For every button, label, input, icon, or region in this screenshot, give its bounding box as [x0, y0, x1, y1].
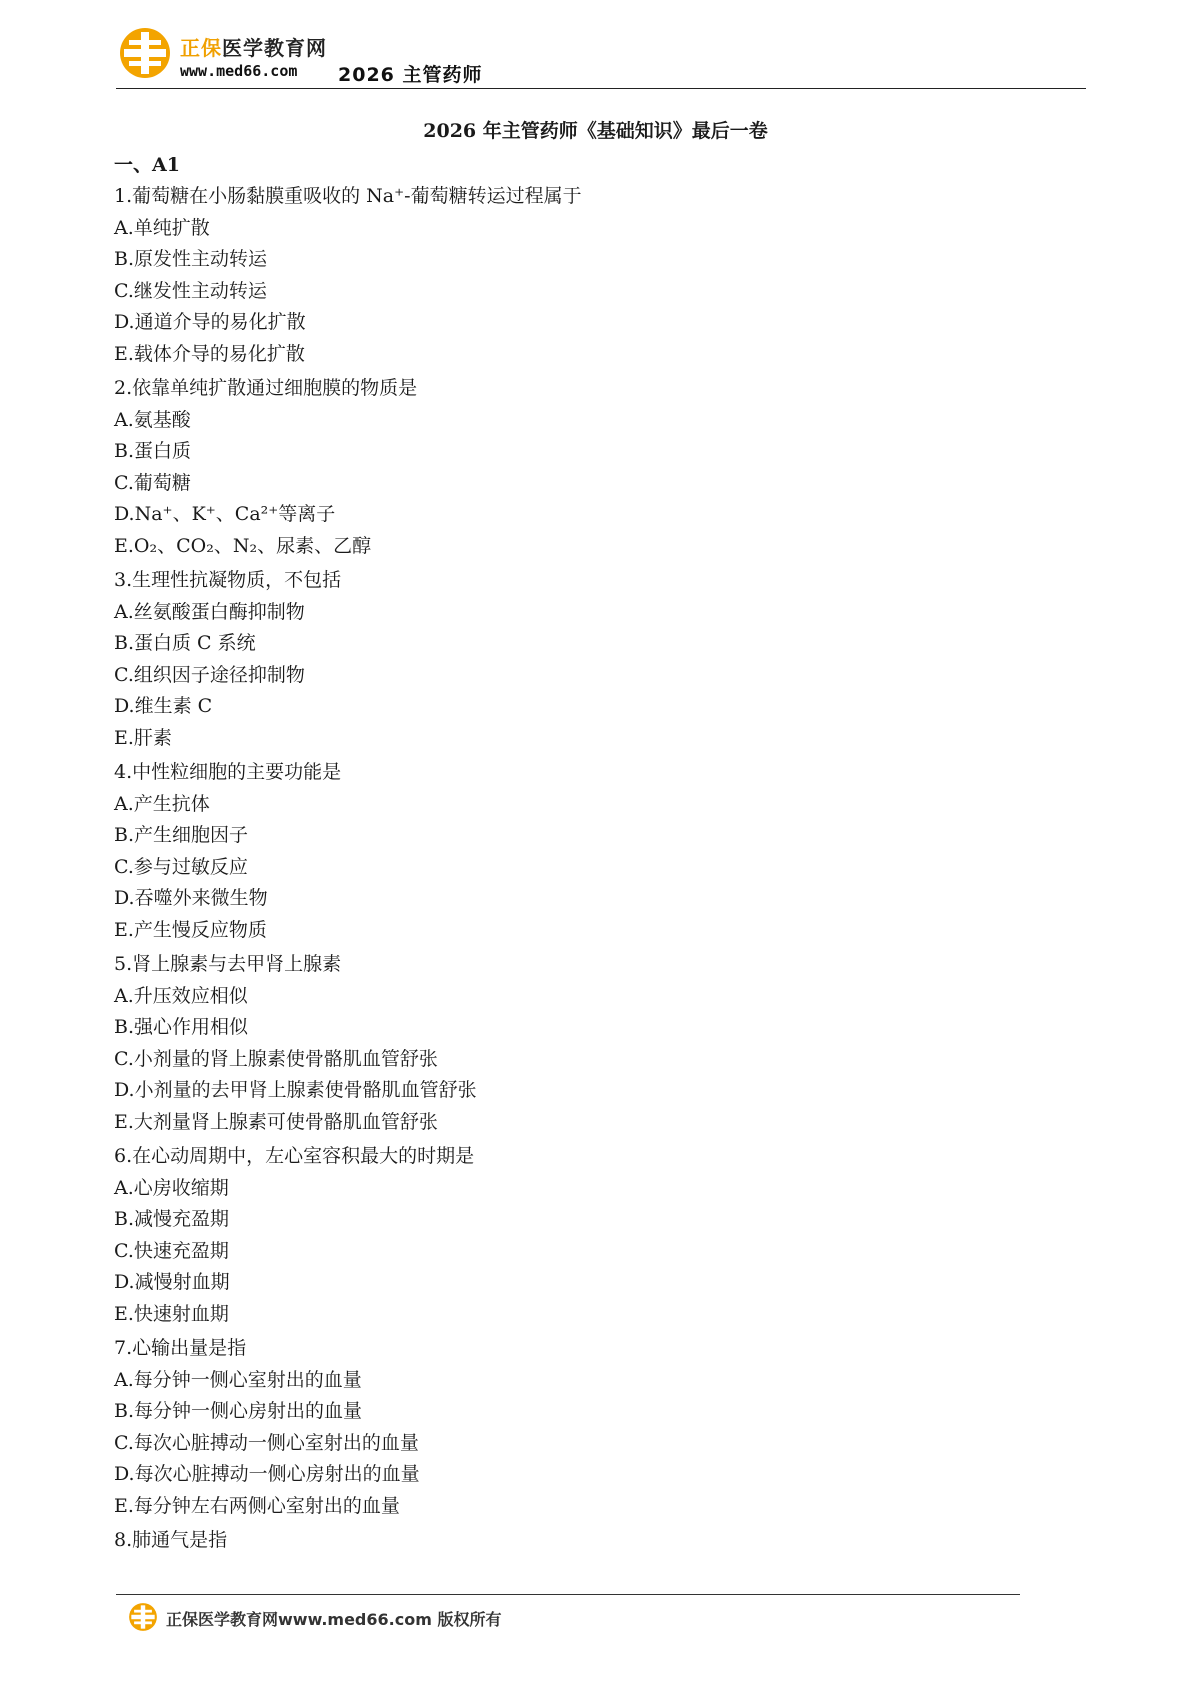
question-stem: 3.生理性抗凝物质，不包括 — [114, 569, 342, 591]
question-stem: 2.依靠单纯扩散通过细胞膜的物质是 — [114, 377, 418, 399]
answer-option: D.减慢射血期 — [114, 1271, 230, 1293]
question-item — [114, 1525, 1014, 1557]
answer-option: A.心房收缩期 — [114, 1176, 229, 1199]
page-title: 2026 年主管药师《基础知识》最后一卷 — [423, 120, 768, 142]
answer-option: A.每分钟一侧心室射出的血量 — [114, 1368, 362, 1391]
answer-option: D.维生素 C — [114, 695, 213, 717]
answer-option: D.通道介导的易化扩散 — [114, 311, 306, 333]
question-list — [114, 181, 1014, 1560]
brand-name-rest: 医学教育网 — [222, 36, 327, 60]
answer-option: E.每分钟左右两侧心室射出的血量 — [114, 1494, 400, 1517]
answer-option: B.减慢充盈期 — [114, 1208, 230, 1230]
answer-option: E.产生慢反应物质 — [114, 918, 267, 941]
question-stem: 1.葡萄糖在小肠黏膜重吸收的 Na⁺-葡萄糖转运过程属于 — [114, 185, 582, 207]
answer-option: C.葡萄糖 — [114, 471, 191, 494]
question-item — [114, 373, 1014, 562]
answer-option: C.继发性主动转运 — [114, 279, 267, 302]
exam-tag: 2026 主管药师 — [338, 64, 483, 86]
answer-option: C.快速充盈期 — [114, 1239, 229, 1262]
question-item — [114, 1333, 1014, 1522]
question-stem: 4.中性粒细胞的主要功能是 — [114, 761, 342, 783]
question-stem: 6.在心动周期中，左心室容积最大的时期是 — [114, 1145, 475, 1167]
question-stem: 5.肾上腺素与去甲肾上腺素 — [114, 953, 342, 975]
question-item — [114, 949, 1014, 1138]
answer-option: B.每分钟一侧心房射出的血量 — [114, 1400, 363, 1422]
question-item — [114, 181, 1014, 370]
answer-option: E.载体介导的易化扩散 — [114, 342, 305, 365]
answer-option: B.蛋白质 — [114, 440, 192, 462]
brand-url: www.med66.com — [180, 62, 298, 80]
brand-name — [180, 32, 327, 61]
answer-option: A.单纯扩散 — [114, 216, 210, 239]
question-item — [114, 1141, 1014, 1330]
zhengbao-logo-icon — [118, 26, 172, 80]
answer-option: D.小剂量的去甲肾上腺素使骨骼肌血管舒张 — [114, 1079, 477, 1101]
answer-option: D.每次心脏搏动一侧心房射出的血量 — [114, 1463, 420, 1485]
answer-option: B.强心作用相似 — [114, 1016, 249, 1038]
question-item — [114, 565, 1014, 754]
footer-divider — [116, 1594, 1020, 1595]
section-heading: 一、A1 — [114, 154, 180, 176]
answer-option: C.每次心脏搏动一侧心室射出的血量 — [114, 1431, 419, 1454]
brand-name-zhengbao: 正保 — [180, 36, 222, 60]
answer-option: E.O₂、CO₂、N₂、尿素、乙醇 — [114, 534, 372, 557]
footer-copyright: 正保医学教育网www.med66.com 版权所有 — [166, 1610, 502, 1629]
answer-option: C.参与过敏反应 — [114, 855, 248, 878]
answer-option: D.吞噬外来微生物 — [114, 887, 268, 909]
header-divider — [116, 88, 1086, 89]
answer-option: B.原发性主动转运 — [114, 248, 268, 270]
answer-option: C.组织因子途径抑制物 — [114, 663, 305, 686]
zhengbao-footer-logo-icon — [128, 1602, 158, 1632]
answer-option: C.小剂量的肾上腺素使骨骼肌血管舒张 — [114, 1047, 438, 1070]
answer-option: E.快速射血期 — [114, 1302, 229, 1325]
page-header — [116, 22, 1086, 88]
question-stem: 7.心输出量是指 — [114, 1337, 247, 1359]
answer-option: A.产生抗体 — [114, 792, 210, 815]
answer-option: A.丝氨酸蛋白酶抑制物 — [114, 600, 305, 623]
answer-option: B.产生细胞因子 — [114, 824, 249, 846]
answer-option: A.升压效应相似 — [114, 984, 248, 1007]
answer-option: D.Na⁺、K⁺、Ca²⁺等离子 — [114, 503, 336, 525]
question-item — [114, 757, 1014, 946]
answer-option: B.蛋白质 C 系统 — [114, 632, 256, 654]
answer-option: E.肝素 — [114, 726, 172, 749]
question-stem: 8.肺通气是指 — [114, 1529, 228, 1551]
answer-option: A.氨基酸 — [114, 408, 191, 431]
answer-option: E.大剂量肾上腺素可使骨骼肌血管舒张 — [114, 1110, 438, 1133]
